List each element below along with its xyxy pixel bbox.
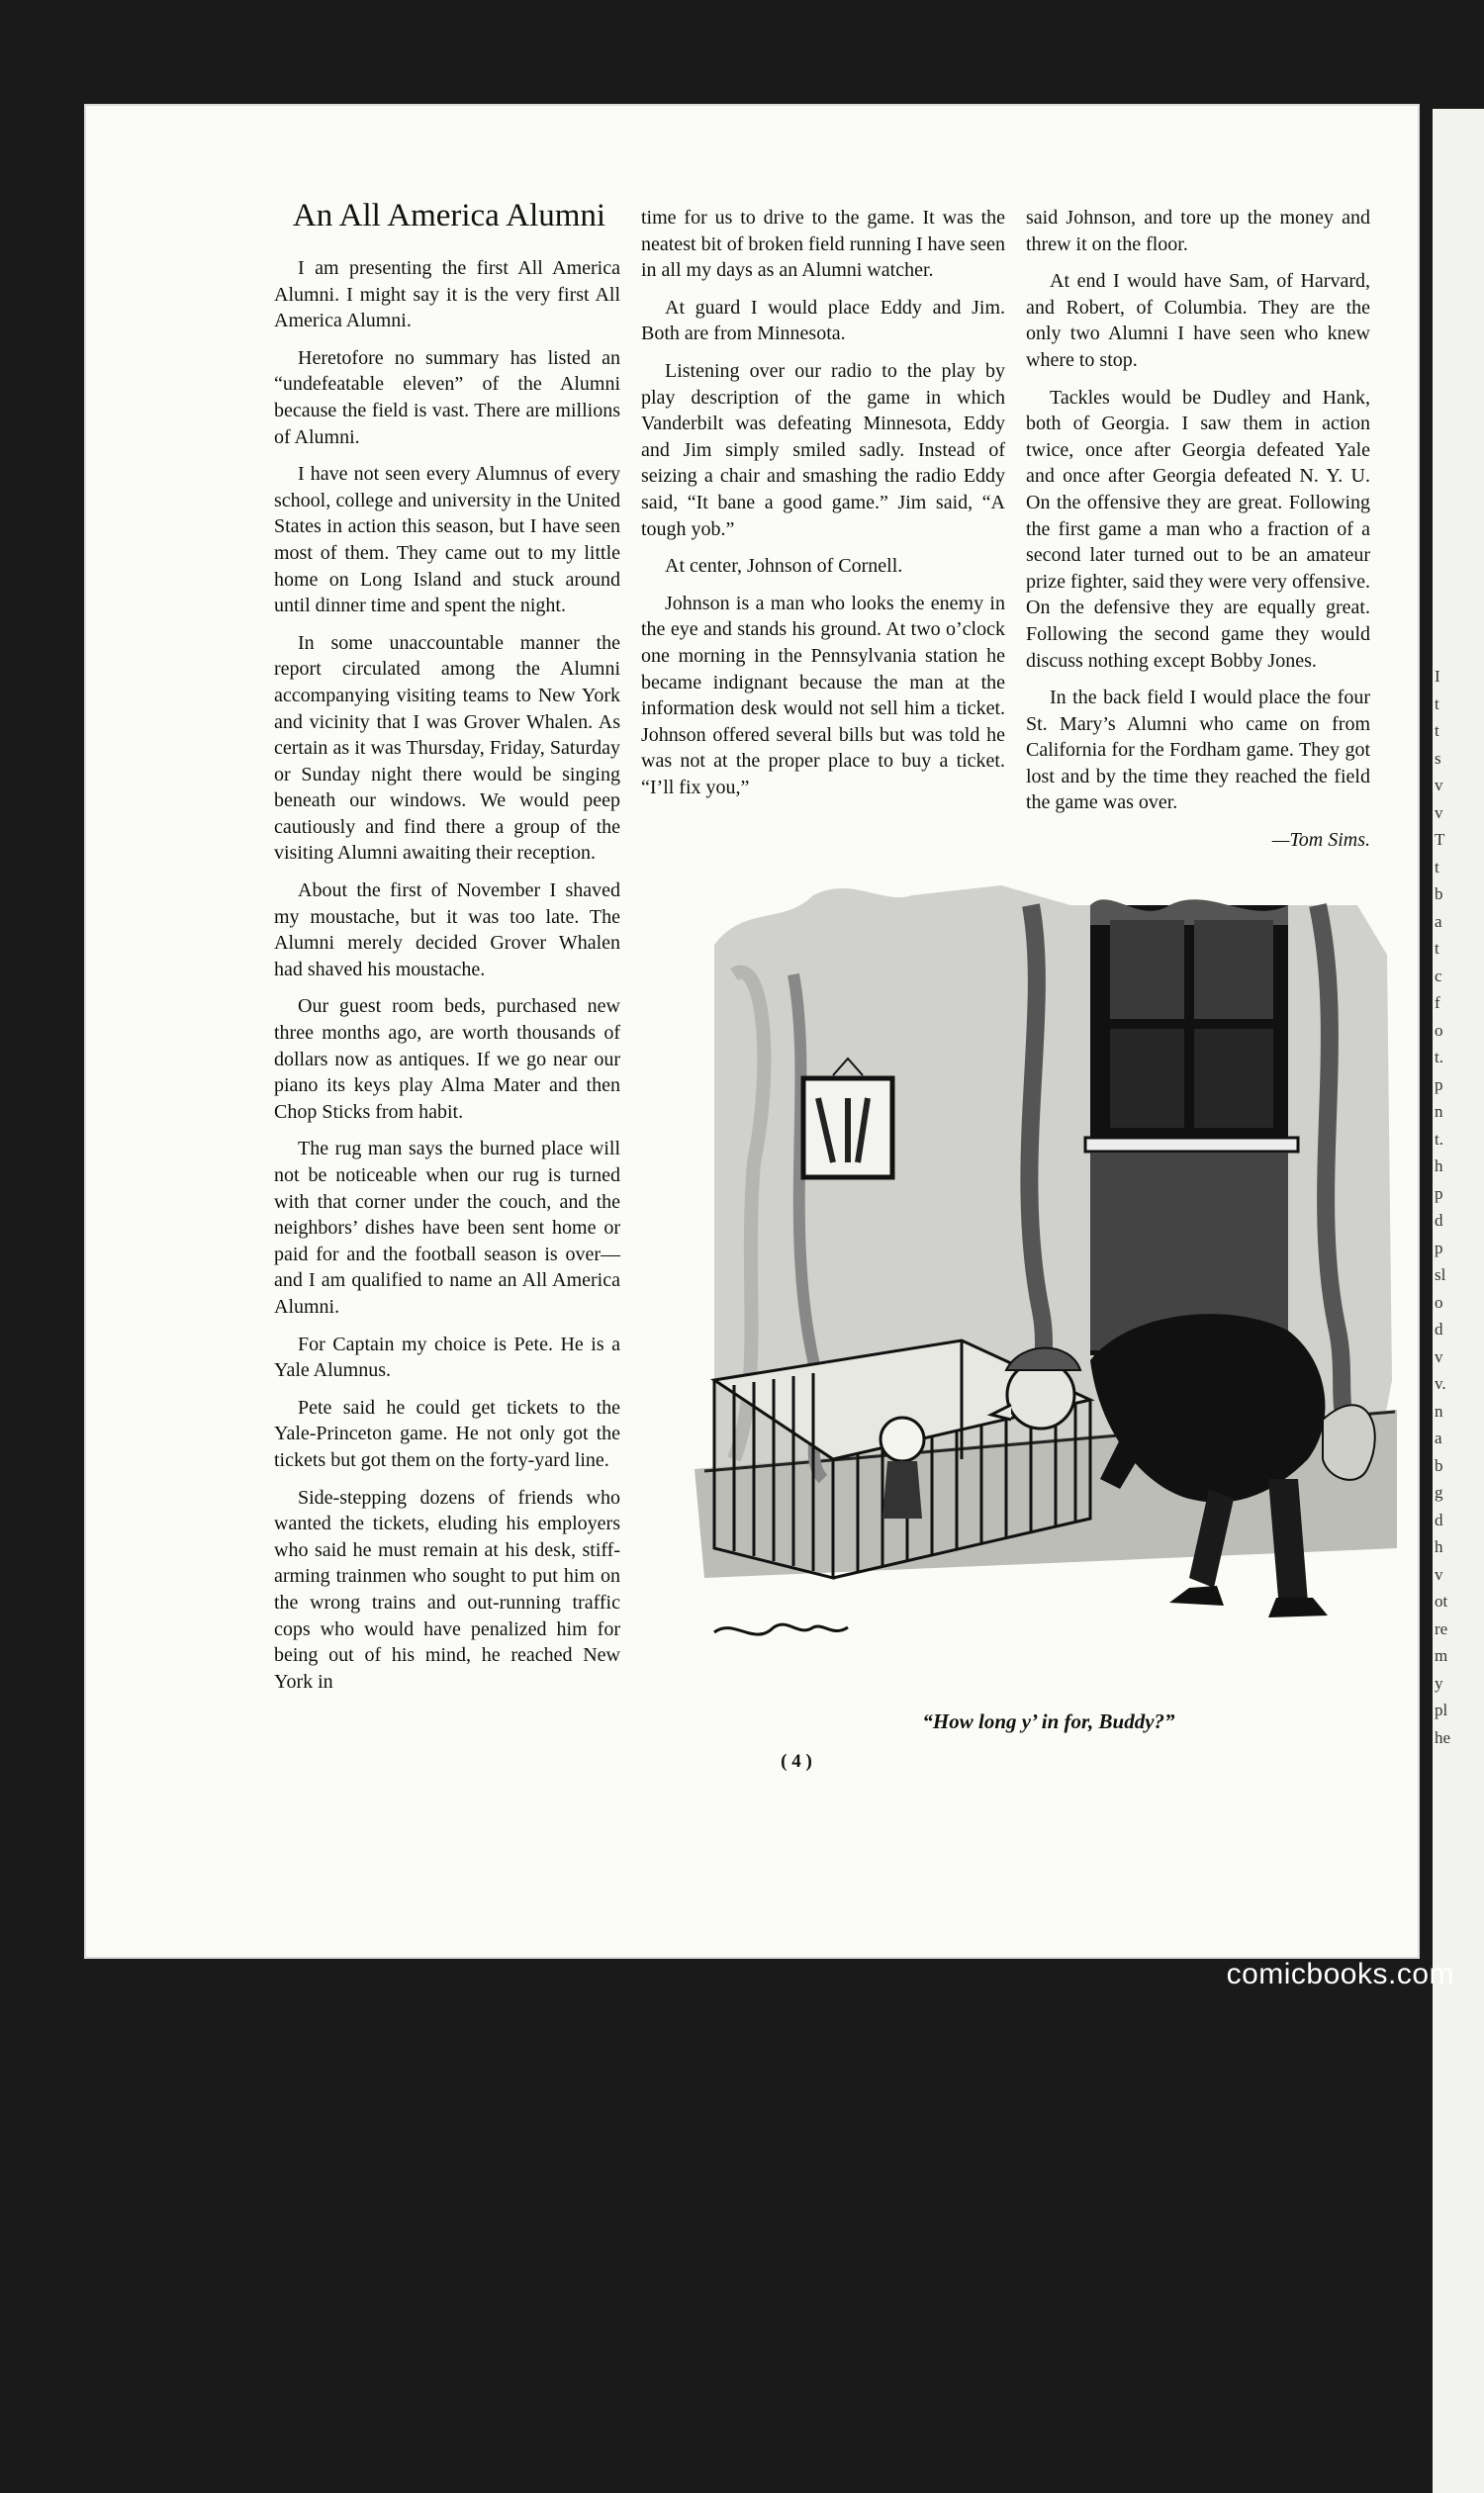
paragraph: Listening over our radio to the play by play description of the game in which Vanderbilt was defeating Minnesota, Eddy and Jim simply smiled sadly. Instead of seizing a chair and smashing the radio Eddy said, “It bane a good game.” Jim said, “A tough yob.” <box>641 359 1005 540</box>
cartoon-illustration <box>675 866 1407 1697</box>
adjacent-page-fragment: c <box>1435 966 1442 985</box>
article-column-1 <box>274 255 620 1706</box>
watermark: comicbooks.com <box>1226 1958 1454 1990</box>
adjacent-page-fragment: p <box>1435 1074 1443 1094</box>
adjacent-page-fragment: t <box>1435 939 1439 958</box>
paragraph: In some unaccountable manner the report circulated among the Alumni accompanying visiting teams to New York and vicinity that I was Grover Whalen. As certain as it was Thursday, Friday, Saturday or Sunday night there would be singing beneath our windows. We would peep cautiously and find there a group of the visiting Alumni awaiting their reception. <box>274 631 620 865</box>
adjacent-page-fragment: v. <box>1435 1374 1446 1393</box>
adjacent-page-fragment: y <box>1435 1673 1443 1693</box>
paragraph: I am presenting the first All America Alumni. I might say it is the very first All America Alumni. <box>274 257 620 332</box>
byline: —Tom Sims. <box>1271 829 1370 852</box>
paragraph: At end I would have Sam, of Harvard, and Robert, of Columbia. They are the only two Alumni I have seen who knew where to stop. <box>1026 270 1370 371</box>
paragraph: About the first of November I shaved my moustache, but it was too late. The Alumni merely decided Grover Whalen had shaved his moustache. <box>274 879 620 980</box>
adjacent-page-fragment: T <box>1435 830 1445 849</box>
paragraph: At center, Johnson of Cornell. <box>665 555 903 578</box>
paragraph: Side-stepping dozens of friends who wanted the tickets, eluding his employers who said he must remain at his desk, stiff-arming trainmen who sought to put him on the wrong trains and out-running traffic cops who would have penalized him for being out of his mind, he reached New York in <box>274 1486 620 1693</box>
article-title: An All America Alumni <box>292 198 606 233</box>
paragraph: At guard I would place Eddy and Jim. Both are from Minnesota. <box>641 296 1005 345</box>
adjacent-page-fragment: a <box>1435 911 1442 931</box>
article-column-3 <box>1026 205 1370 865</box>
cartoon-caption: “How long y’ in for, Buddy?” <box>922 1709 1175 1733</box>
adjacent-page-fragment: d <box>1435 1320 1443 1339</box>
page-number: ( 4 ) <box>781 1751 812 1772</box>
adjacent-page-fragment: b <box>1435 1455 1443 1475</box>
paragraph: I have not seen every Alumnus of every school, college and university in the United States in action this season, but I have seen most of them. They came out to my little home on Long Island and stuck around until dinner time and spent the night. <box>274 463 620 617</box>
adjacent-page-fragment: d <box>1435 1211 1443 1230</box>
adjacent-page-strip <box>1433 109 1484 2493</box>
artist-signature <box>714 1624 848 1634</box>
adjacent-page-fragment: he <box>1435 1727 1451 1747</box>
adjacent-page-fragment: v <box>1435 802 1443 822</box>
article-column-2 <box>641 205 1005 811</box>
adjacent-page-fragment: h <box>1435 1156 1443 1175</box>
adjacent-page-fragment: a <box>1435 1429 1442 1447</box>
paragraph: Our guest room beds, purchased new three months ago, are worth thousands of dollars now as antiques. If we go near our piano its keys play Alma Mater and then Chop Sticks from habit. <box>274 995 620 1123</box>
paragraph: For Captain my choice is Pete. He is a Yale Alumnus. <box>274 1333 620 1382</box>
adjacent-page-fragment: pl <box>1435 1701 1448 1719</box>
adjacent-page-fragment: re <box>1435 1618 1448 1638</box>
adjacent-page-fragment: t. <box>1435 1129 1443 1149</box>
adjacent-page-fragment: ot <box>1435 1592 1448 1611</box>
adjacent-page-fragment: t <box>1435 693 1439 713</box>
adjacent-page-fragment: g <box>1435 1483 1443 1502</box>
adjacent-page-fragment: h <box>1435 1537 1443 1556</box>
paragraph: In the back field I would place the four St. Mary’s Alumni who came on from California for the Fordham game. They got lost and by the time they reached the field the game was over. <box>1026 687 1370 814</box>
paragraph: said Johnson, and tore up the money and threw it on the floor. <box>1026 207 1370 255</box>
adjacent-page-fragment: p <box>1435 1238 1443 1257</box>
adjacent-page-fragment: v <box>1435 1564 1443 1584</box>
adjacent-page-fragment: o <box>1435 1292 1443 1312</box>
paragraph: Heretofore no summary has listed an “undefeatable eleven” of the Alumni because the field is vast. There are millions of Alumni. <box>274 346 620 448</box>
adjacent-page-fragment: t <box>1435 721 1439 740</box>
adjacent-page-fragment: s <box>1435 748 1441 768</box>
adjacent-page-fragment: t. <box>1435 1048 1443 1066</box>
adjacent-page-fragment: o <box>1435 1020 1443 1040</box>
adjacent-page-fragment: v <box>1435 776 1443 794</box>
adjacent-page-fragment: sl <box>1435 1265 1446 1284</box>
paragraph: The rug man says the burned place will not be noticeable when our rug is turned with that corner under the couch, and the neighbors’ dishes have been sent home or paid for and the football season is over—and I am qualified to name an All America Alumni. <box>274 1138 620 1318</box>
paragraph: time for us to drive to the game. It was the neatest bit of broken field running I have seen in all my days as an Alumni watcher. <box>641 207 1005 282</box>
baby-figure <box>881 1418 924 1519</box>
paragraph: Tackles would be Dudley and Hank, both of Georgia. I saw them in action twice, once after Georgia defeated Yale and once after Georgia defeated N. Y. U. On the offensive they are great. Following the first game a man who a fraction of a second later turned out to be an amateur prize fighter, said they were very offensive. On the defensive they are equally great. Following the second game they would discuss nothing except Bobby Jones. <box>1026 386 1370 672</box>
adjacent-page-fragment: f <box>1435 993 1440 1012</box>
adjacent-page-fragment: I <box>1435 667 1440 686</box>
paragraph: Johnson is a man who looks the enemy in the eye and stands his ground. At two o’clock one morning in the Pennsylvania station he became indignant because the man at the information desk would not sell him a ticket. Johnson offered several bills but was told he was not at the proper place to buy a ticket. “I’ll fix you,” <box>641 592 1005 798</box>
adjacent-page-fragment: d <box>1435 1510 1443 1529</box>
adjacent-page-fragment: n <box>1435 1102 1443 1121</box>
adjacent-page-fragment: b <box>1435 884 1443 903</box>
paragraph: Pete said he could get tickets to the Yale-Princeton game. He not only got the tickets but got them on the forty-yard line. <box>274 1396 620 1471</box>
adjacent-page-fragment: t <box>1435 857 1439 877</box>
adjacent-page-fragment: m <box>1435 1646 1448 1665</box>
adjacent-page-fragment: v <box>1435 1346 1443 1366</box>
adjacent-page-fragment: n <box>1435 1401 1443 1421</box>
adjacent-page-fragment: p <box>1435 1183 1443 1203</box>
